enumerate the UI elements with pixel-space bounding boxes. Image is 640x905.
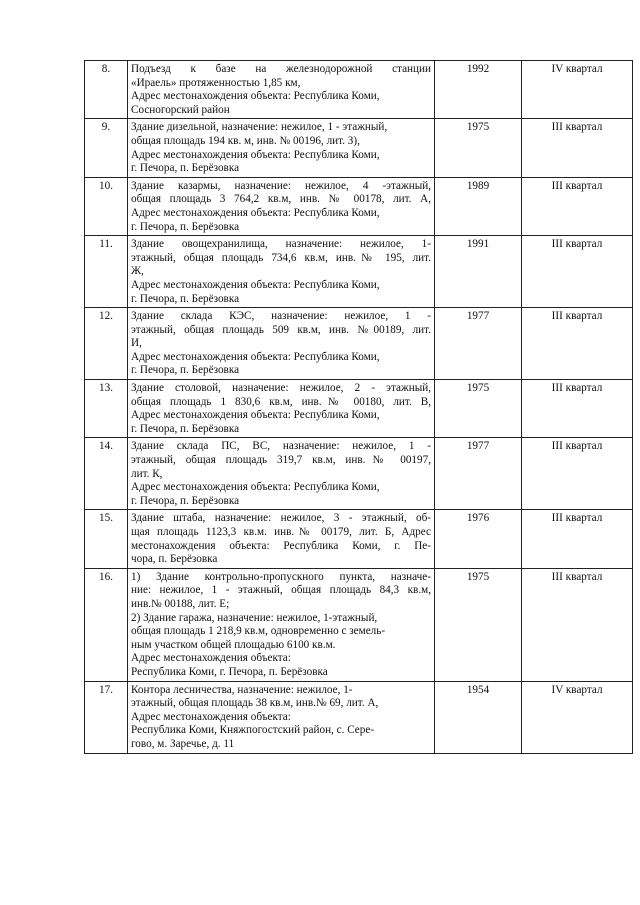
row-year: 1989 [435, 177, 522, 235]
description-line: Здание казармы, назначение: нежилое, 4 -этажный, [131, 179, 431, 192]
table-row [85, 510, 633, 568]
row-year: 1954 [435, 681, 522, 753]
property-table-body [85, 61, 633, 754]
row-number: 16. [85, 568, 128, 681]
description-line: Подъезд к базе на железнодорожной станции [131, 63, 431, 75]
table-row [85, 568, 633, 681]
table-row [85, 681, 633, 753]
table-row [85, 236, 633, 308]
description-line: 1) Здание контрольно-пропускного пункта, назначе- [131, 570, 431, 583]
row-year: 1977 [435, 438, 522, 510]
row-quarter: III квартал [522, 308, 633, 380]
description-line: этажный, общая площадь 509 кв.м, инв. №00189, лит. [131, 323, 431, 336]
description-line: «Ираель» протяженностью 1,85 км, [131, 76, 301, 89]
row-quarter: IV квартал [522, 61, 633, 119]
description-line: этажный, общая площадь 38 кв.м, инв.№ 69, лит. А, [131, 697, 379, 710]
row-number: 14. [85, 438, 128, 510]
table-row [85, 61, 633, 119]
row-number: 10. [85, 177, 128, 235]
property-table [84, 60, 633, 754]
row-number: 9. [85, 119, 128, 177]
row-quarter: III квартал [522, 177, 633, 235]
description-line: Здание столовой, назначение: нежилое, 2 - этажный, [131, 382, 431, 395]
description-line: Адрес местонахождения объекта: Республика Коми, [131, 90, 380, 103]
description-line: Адрес местонахождения объекта: Республика Коми, [131, 148, 380, 161]
description-line: общая площадь 194 кв. м, инв. № 00196, лит. З), [131, 134, 360, 147]
description-line: г. Печора, п. Берёзовка [131, 162, 240, 175]
row-description [128, 380, 435, 438]
description-line: Здание штаба, назначение: нежилое, 3 - этажный, об- [131, 512, 431, 525]
row-description [128, 177, 435, 235]
description-line: ние: нежилое, 1 - этажный, общая площадь 84,3 кв.м, [131, 584, 431, 597]
description-line: г. Печора, п. Берёзовка [131, 220, 240, 233]
row-year: 1976 [435, 510, 522, 568]
description-line: Адрес местонахождения объекта: Республика Коми, [131, 206, 380, 219]
description-line: щая площадь 1123,3 кв.м. инв.№ 00179, лит. Б, Адрес [131, 526, 431, 538]
description-line: Сосногорский район [131, 103, 230, 116]
table-row [85, 119, 633, 177]
description-line: общая площадь 3 764,2 кв.м, инв. № 00178, лит. А, [131, 193, 431, 206]
description-line: Здание дизельной, назначение: нежилое, 1 - этажный, [131, 121, 388, 134]
description-line: Контора лесничества, назначение: нежилое, 1- [131, 683, 353, 696]
row-number: 11. [85, 236, 128, 308]
description-line: чора, п. Берёзовка [131, 553, 218, 566]
description-line: общая площадь 1 218,9 кв.м, одновременно с земель- [131, 625, 386, 638]
table-row [85, 380, 633, 438]
description-line: И, [131, 337, 142, 350]
description-line: 2) Здание гаража, назначение: нежилое, 1-этажный, [131, 611, 378, 624]
table-row [85, 177, 633, 235]
row-number: 17. [85, 681, 128, 753]
row-quarter: III квартал [522, 438, 633, 510]
description-line: Ж, [131, 265, 144, 278]
description-line: Здание склада ПС, ВС, назначение: нежилое, 1 - [131, 440, 431, 453]
description-line: этажный, общая площадь 319,7 кв.м, инв.№ 00197, [131, 454, 431, 467]
row-quarter: III квартал [522, 380, 633, 438]
description-line: г. Печора, п. Берёзовка [131, 494, 240, 507]
row-quarter: IV квартал [522, 681, 633, 753]
description-line: г. Печора, п. Берёзовка [131, 364, 240, 377]
table-row [85, 308, 633, 380]
description-line: ным участком общей площадью 6100 кв.м. [131, 638, 336, 651]
description-line: Здание склада КЭС, назначение: нежилое, 1 - [131, 310, 431, 323]
row-number: 8. [85, 61, 128, 119]
description-line: Адрес местонахождения объекта: Республика Коми, [131, 481, 380, 494]
description-line: Адрес местонахождения объекта: [131, 710, 291, 723]
description-line: г. Печора, п. Берёзовка [131, 422, 240, 435]
row-quarter: III квартал [522, 119, 633, 177]
row-description [128, 308, 435, 380]
row-year: 1975 [435, 568, 522, 681]
description-line: местонахождения объекта: Республика Коми, г. Пе- [131, 539, 431, 552]
description-line: гово, м. Заречье, д. 11 [131, 737, 235, 750]
description-line: Адрес местонахождения объекта: Республика Коми, [131, 278, 380, 291]
row-year: 1977 [435, 308, 522, 380]
row-year: 1991 [435, 236, 522, 308]
row-description [128, 119, 435, 177]
row-number: 12. [85, 308, 128, 380]
description-line: инв.№ 00188, лит. Е; [131, 597, 230, 610]
row-quarter: III квартал [522, 568, 633, 681]
row-year: 1975 [435, 119, 522, 177]
table-row [85, 438, 633, 510]
row-year: 1992 [435, 61, 522, 119]
row-quarter: III квартал [522, 236, 633, 308]
description-line: г. Печора, п. Берёзовка [131, 292, 240, 305]
description-line: Здание овощехранилища, назначение: нежилое, 1- [131, 238, 431, 251]
row-description [128, 681, 435, 753]
row-number: 13. [85, 380, 128, 438]
description-line: лит. К, [131, 467, 163, 480]
row-description [128, 236, 435, 308]
row-description [128, 568, 435, 681]
description-line: этажный, общая площадь 734,6 кв.м, инв.№ 195, лит. [131, 251, 431, 264]
row-number: 15. [85, 510, 128, 568]
row-description [128, 510, 435, 568]
description-line: Адрес местонахождения объекта: Республика Коми, [131, 409, 380, 422]
description-line: Адрес местонахождения объекта: [131, 652, 291, 665]
row-description [128, 438, 435, 510]
row-quarter: III квартал [522, 510, 633, 568]
description-line: общая площадь 1 830,6 кв.м, инв.№ 00180, лит. В, [131, 395, 431, 408]
description-line: Республика Коми, г. Печора, п. Берёзовка [131, 665, 328, 678]
row-year: 1975 [435, 380, 522, 438]
row-description [128, 61, 435, 119]
description-line: Республика Коми, Княжпогостский район, с. Сере- [131, 724, 375, 737]
description-line: Адрес местонахождения объекта: Республика Коми, [131, 350, 380, 363]
